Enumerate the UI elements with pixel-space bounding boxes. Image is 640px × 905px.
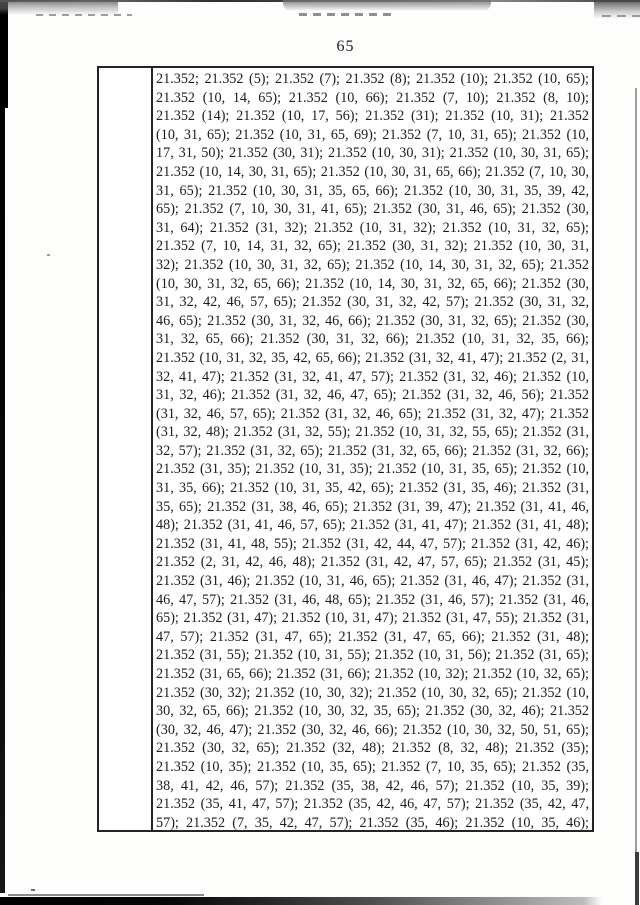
scan-artifact-top-dash-left bbox=[36, 14, 132, 16]
citation-line: 21.352 (10, 14, 65); 21.352 (10, 66); 21.352 (7, 10); 21.352 (8, 10); bbox=[156, 89, 589, 106]
citation-line: 32); 21.352 (10, 30, 31, 32, 65); 21.352 (10, 14, 30, 31, 32, 65); 21.352 bbox=[156, 256, 589, 273]
citation-line: 31, 65); 21.352 (10, 30, 31, 35, 65, 66); 21.352 (10, 30, 31, 35, 39, 42, bbox=[156, 182, 589, 199]
scan-speck bbox=[47, 254, 50, 256]
scan-artifact-left-edge bbox=[0, 0, 5, 893]
citation-line: 21.352 (14); 21.352 (10, 17, 56); 21.352 (31); 21.352 (10, 31); 21.352 bbox=[156, 108, 589, 125]
citation-line: 21.352 (2, 31, 42, 46, 48); 21.352 (31, 42, 47, 57, 65); 21.352 (31, 45); bbox=[156, 554, 589, 571]
citation-line: 31, 35, 66); 21.352 (10, 31, 35, 42, 65); 21.352 (31, 35, 46); 21.352 (31, bbox=[156, 480, 589, 497]
citation-line: 30, 32, 65, 66); 21.352 (10, 30, 32, 35, 65); 21.352 (30, 32, 46); 21.352 bbox=[156, 703, 589, 720]
scan-artifact-bottom-line bbox=[8, 894, 204, 896]
citation-line: 21.352; 21.352 (5); 21.352 (7); 21.352 (8); 21.352 (10); 21.352 (10, 65); bbox=[156, 71, 589, 87]
citation-line: 21.352 (10, 31, 32, 35, 42, 65, 66); 21.352 (31, 32, 41, 47); 21.352 (2, 31, bbox=[156, 349, 589, 366]
citation-line: 31, 32, 46); 21.352 (31, 32, 46, 47, 65); 21.352 (31, 32, 46, 56); 21.352 bbox=[156, 387, 589, 404]
citation-line: 65); 21.352 (31, 47); 21.352 (10, 31, 47); 21.352 (31, 47, 55); 21.352 (31, bbox=[156, 610, 589, 627]
citation-line: 38, 41, 42, 46, 57); 21.352 (35, 38, 42, 46, 57); 21.352 (10, 35, 39); bbox=[156, 777, 589, 794]
citation-line: 21.352 (35, 41, 47, 57); 21.352 (35, 42, 46, 47, 57); 21.352 (35, 42, 47, bbox=[156, 796, 589, 813]
scan-artifact-top-dash-mid bbox=[299, 13, 395, 16]
citation-line: (30, 32, 46, 47); 21.352 (30, 32, 46, 66); 21.352 (10, 30, 32, 50, 51, 65); bbox=[156, 721, 589, 738]
citation-line: 21.352 (10, 35); 21.352 (10, 35, 65); 21.352 (7, 10, 35, 65); 21.352 (35, bbox=[156, 758, 589, 775]
citation-line: 31, 32, 42, 46, 57, 65); 21.352 (30, 31, 32, 42, 57); 21.352 (30, 31, 32, bbox=[156, 294, 589, 311]
scan-artifact-top-smudge-mid bbox=[283, 0, 491, 11]
citation-line: 46, 65); 21.352 (30, 31, 32, 46, 66); 21.352 (30, 31, 32, 65); 21.352 (30, bbox=[156, 312, 589, 329]
citation-line: 21.352 (31, 46); 21.352 (10, 31, 46, 65); 21.352 (31, 46, 47); 21.352 (31, bbox=[156, 573, 589, 590]
citation-line: 47, 57); 21.352 (31, 47, 65); 21.352 (31, 47, 65, 66); 21.352 (31, 48); bbox=[156, 628, 589, 645]
citation-line: 21.352 (31, 41, 48, 55); 21.352 (31, 42, 44, 47, 57); 21.352 (31, 42, 46); bbox=[156, 535, 589, 552]
citation-line: 57); 21.352 (7, 35, 42, 47, 57); 21.352 (35, 46); 21.352 (10, 35, 46); bbox=[156, 814, 589, 830]
page-number: 65 bbox=[336, 38, 355, 55]
scan-artifact-top-dash-right bbox=[602, 15, 640, 17]
citation-line: (10, 31, 65); 21.352 (10, 31, 65, 69); 21.352 (7, 10, 31, 65); 21.352 (10, bbox=[156, 126, 589, 143]
citation-line: 32, 57); 21.352 (31, 32, 65); 21.352 (31, 32, 65, 66); 21.352 (31, 32, 66); bbox=[156, 442, 589, 459]
citation-line: (31, 32, 46, 57, 65); 21.352 (31, 32, 46, 65); 21.352 (31, 32, 47); 21.352 bbox=[156, 405, 589, 422]
citation-line: 46, 47, 57); 21.352 (31, 46, 48, 65); 21.352 (31, 46, 57); 21.352 (31, 46, bbox=[156, 591, 589, 608]
scan-speck bbox=[31, 889, 35, 891]
citation-line: 21.352 (30, 32); 21.352 (10, 30, 32); 21.352 (10, 30, 32, 65); 21.352 (10, bbox=[156, 684, 589, 701]
citation-index-table bbox=[97, 66, 594, 832]
citation-line: 21.352 (31, 35); 21.352 (10, 31, 35); 21.352 (10, 31, 35, 65); 21.352 (10, bbox=[156, 461, 589, 478]
citation-line: (10, 30, 31, 32, 65, 66); 21.352 (10, 14, 30, 31, 32, 65, 66); 21.352 (30, bbox=[156, 275, 589, 292]
scan-artifact-bottom-band bbox=[0, 897, 602, 905]
table-citations-cell bbox=[153, 68, 592, 830]
citation-line: 21.352 (31, 65, 66); 21.352 (31, 66); 21.352 (10, 32); 21.352 (10, 32, 65); bbox=[156, 666, 589, 682]
citation-line: 48); 21.352 (31, 41, 46, 57, 65); 21.352 (31, 41, 47); 21.352 (31, 41, 48); bbox=[156, 517, 589, 534]
citation-line: 31, 64); 21.352 (31, 32); 21.352 (10, 31, 32); 21.352 (10, 31, 32, 65); bbox=[156, 219, 589, 236]
citation-line: 21.352 (31, 55); 21.352 (10, 31, 55); 21.352 (10, 31, 56); 21.352 (31, 65); bbox=[156, 647, 589, 664]
citation-line: 32, 41, 47); 21.352 (31, 32, 41, 47, 57); 21.352 (31, 32, 46); 21.352 (10, bbox=[156, 368, 589, 385]
citation-line: 21.352 (10, 14, 30, 31, 65); 21.352 (10, 30, 31, 65, 66); 21.352 (7, 10, 30, bbox=[156, 163, 589, 180]
scan-artifact-top-smudge-left bbox=[0, 0, 118, 15]
citation-line: 21.352 (7, 10, 14, 31, 32, 65); 21.352 (30, 31, 32); 21.352 (10, 30, 31, bbox=[156, 238, 589, 255]
citation-line: 35, 65); 21.352 (31, 38, 46, 65); 21.352 (31, 39, 47); 21.352 (31, 41, 46, bbox=[156, 498, 589, 515]
scan-artifact-right-edge bbox=[635, 88, 637, 905]
citation-line: 65); 21.352 (7, 10, 30, 31, 41, 65); 21.352 (30, 31, 46, 65); 21.352 (30, bbox=[156, 201, 589, 218]
citation-line: (31, 32, 48); 21.352 (31, 32, 55); 21.352 (10, 31, 32, 55, 65); 21.352 (31, bbox=[156, 424, 589, 441]
scan-artifact-right-edge-dark bbox=[635, 852, 639, 905]
citation-line: 21.352 (30, 32, 65); 21.352 (32, 48); 21.352 (8, 32, 48); 21.352 (35); bbox=[156, 740, 589, 757]
citation-line: 31, 32, 65, 66); 21.352 (30, 31, 32, 66); 21.352 (10, 31, 32, 35, 66); bbox=[156, 331, 589, 348]
citation-line: 17, 31, 50); 21.352 (30, 31); 21.352 (10, 30, 31); 21.352 (10, 30, 31, 65); bbox=[156, 145, 589, 162]
scan-artifact-left-edge-top bbox=[0, 0, 8, 108]
table-left-cell bbox=[99, 68, 153, 830]
